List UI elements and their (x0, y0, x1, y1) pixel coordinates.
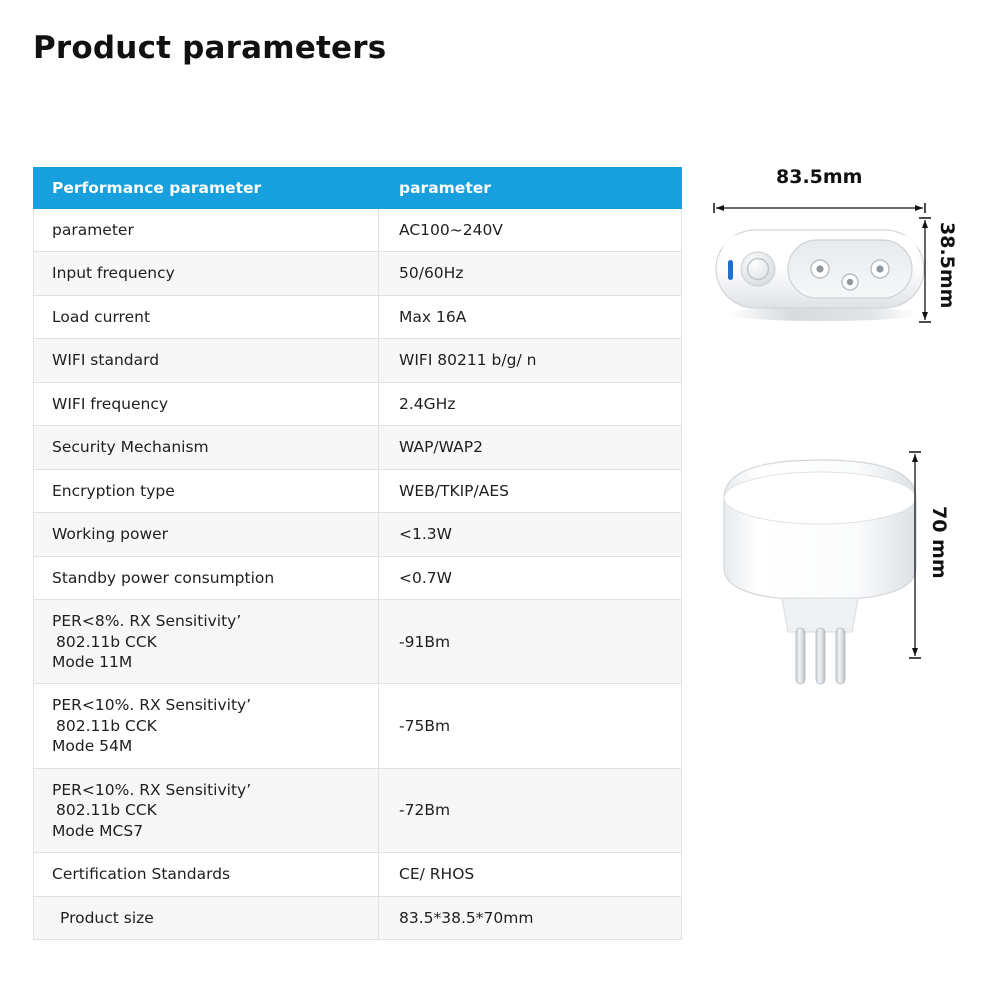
table-row (34, 339, 682, 382)
param-name-line2: 802.11b CCK (56, 801, 157, 820)
table-row (34, 469, 682, 512)
param-name: Input frequency (34, 252, 379, 295)
table-row (34, 382, 682, 425)
table-row (34, 768, 682, 852)
param-name-line1: PER<10%. RX Sensitivity’ (52, 780, 252, 799)
plug-pin (836, 628, 845, 684)
param-name (34, 600, 379, 684)
param-name: Product size (34, 896, 379, 939)
table-header-row (34, 168, 682, 209)
plug-pin (816, 628, 825, 684)
param-value: -72Bm (379, 768, 682, 852)
dimension-height-label: 38.5mm (936, 222, 958, 309)
param-value: 50/60Hz (379, 252, 682, 295)
param-name: Working power (34, 513, 379, 556)
table-row (34, 252, 682, 295)
param-value: 83.5*38.5*70mm (379, 896, 682, 939)
param-name: Security Mechanism (34, 426, 379, 469)
led-indicator (728, 260, 733, 280)
product-illustration (690, 150, 990, 710)
param-name-line3: Mode MCS7 (52, 821, 144, 840)
param-value: WAP/WAP2 (379, 426, 682, 469)
param-name-line2: 802.11b CCK (56, 632, 157, 651)
param-value: WIFI 80211 b/g/ n (379, 339, 682, 382)
param-name (34, 768, 379, 852)
table-row (34, 600, 682, 684)
table-row (34, 295, 682, 338)
table-row (34, 209, 682, 252)
param-value: <1.3W (379, 513, 682, 556)
table-row (34, 426, 682, 469)
param-name: parameter (34, 209, 379, 252)
plug-pin (796, 628, 805, 684)
table-row (34, 513, 682, 556)
param-name (34, 684, 379, 768)
param-value: CE/ RHOS (379, 853, 682, 896)
param-value: 2.4GHz (379, 382, 682, 425)
page-title: Product parameters (33, 30, 387, 66)
column-header-performance-parameter: Performance parameter (34, 168, 379, 209)
param-name-line3: Mode 11M (52, 652, 133, 671)
column-header-parameter: parameter (379, 168, 682, 209)
table-row (34, 853, 682, 896)
table-row (34, 556, 682, 599)
dimension-height-arrow (918, 216, 932, 324)
param-name-line3: Mode 54M (52, 737, 133, 756)
table-row (34, 684, 682, 768)
dimension-width-label: 83.5mm (776, 166, 863, 188)
param-name: Certification Standards (34, 853, 379, 896)
param-value: <0.7W (379, 556, 682, 599)
smart-plug-front-view (710, 450, 930, 690)
param-value: -75Bm (379, 684, 682, 768)
smart-plug-top-view (710, 222, 930, 322)
product-parameters-table (33, 167, 682, 940)
param-name-line1: PER<8%. RX Sensitivity’ (52, 612, 242, 631)
param-value: Max 16A (379, 295, 682, 338)
param-name: WIFI standard (34, 339, 379, 382)
param-name: Encryption type (34, 469, 379, 512)
param-name: Standby power consumption (34, 556, 379, 599)
dimension-depth-arrow (908, 450, 922, 660)
table-row (34, 896, 682, 939)
param-value: AC100~240V (379, 209, 682, 252)
param-name-line2: 802.11b CCK (56, 716, 157, 735)
dimension-depth-label: 70 mm (928, 506, 950, 579)
param-value: -91Bm (379, 600, 682, 684)
param-name: WIFI frequency (34, 382, 379, 425)
param-value: WEB/TKIP/AES (379, 469, 682, 512)
dimension-width-arrow (712, 202, 927, 214)
param-name: Load current (34, 295, 379, 338)
param-name-line1: PER<10%. RX Sensitivity’ (52, 696, 252, 715)
